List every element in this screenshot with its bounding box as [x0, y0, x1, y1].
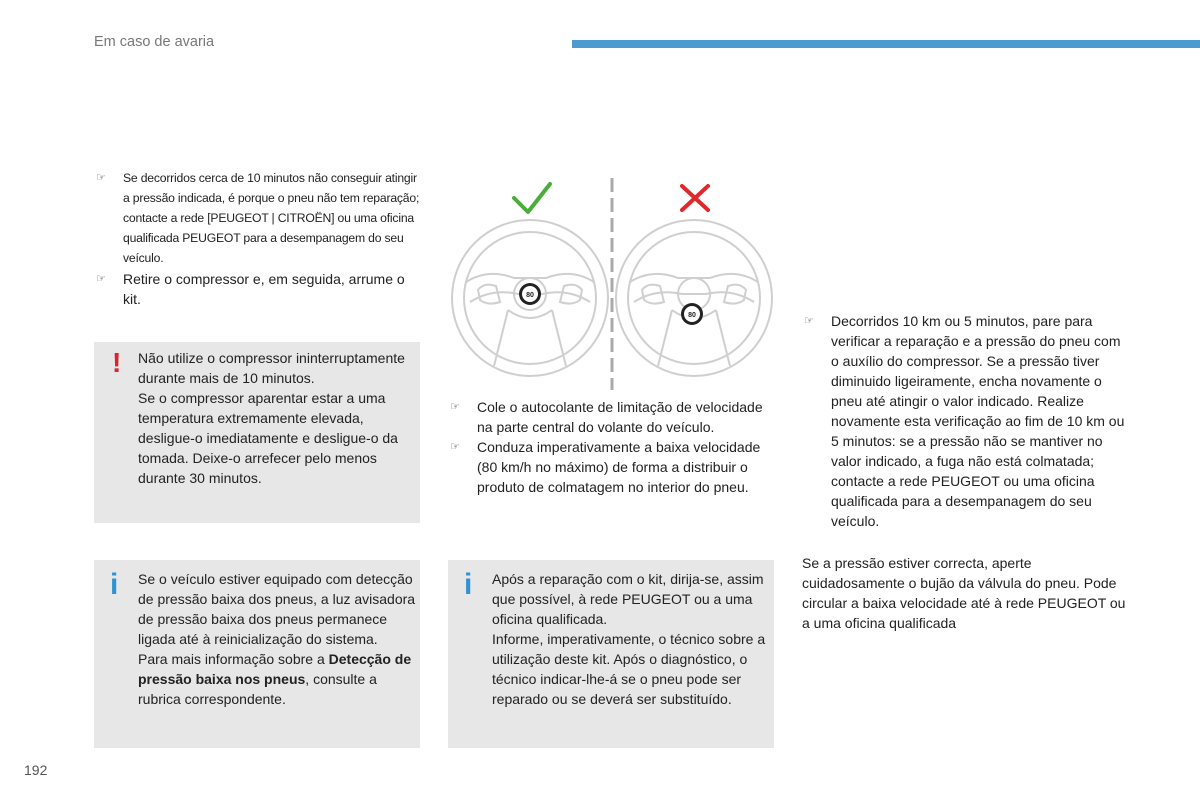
- speed-sticker-label: 80: [526, 292, 534, 299]
- left-bullet-list: [94, 168, 424, 309]
- list-item: [94, 269, 424, 309]
- list-item: [94, 168, 424, 268]
- checkmark-icon: [514, 184, 550, 212]
- right-paragraph: Se a pressão estiver correcta, aperte cuidadosamente o bujão da válvula do pneu. Pode circular a baixa velocidade até à rede PEUGEOT ou a uma oficina qualificada: [802, 555, 1126, 631]
- info-text: Após a reparação com o kit, dirija-se, assim que possível, à rede PEUGEOT ou a uma oficina qualificada. Informe, imperativamente, o técnico sobre a utilização deste kit. Após o diagnóstico, o técnico indicar-lhe-á se o pneu pode ser reparado ou se deverá ser substituído.: [492, 571, 766, 707]
- list-item: [448, 437, 778, 497]
- info-text-bold: Detecção de pressão baixa nos pneus: [138, 651, 412, 687]
- warning-exclamation-icon: !: [112, 347, 122, 378]
- bullet-text: Se decorridos cerca de 10 minutos não conseguir atingir a pressão indicada, é porque o pneu não tem reparação; contacte a rede [PEUGEOT | CITROËN] ou uma oficina qualificada PEUGEOT para a desempanagem do seu veículo.: [123, 171, 420, 265]
- info-box-after-repair: [448, 560, 774, 748]
- right-bullet-list: [802, 311, 1132, 531]
- pointing-hand-icon: ☞: [96, 172, 106, 184]
- page-number: 192: [24, 762, 48, 778]
- pointing-hand-icon: ☞: [804, 315, 814, 327]
- info-icon: i: [110, 568, 119, 601]
- list-item: [802, 311, 1132, 531]
- bullet-text: Cole o autocolante de limitação de velocidade na parte central do volante do veículo.: [477, 399, 763, 435]
- middle-bullet-list: [448, 397, 778, 497]
- pointing-hand-icon: ☞: [450, 401, 460, 413]
- info-text-part: Se o veículo estiver equipado com detecção de pressão baixa dos pneus, a luz avisadora de pressão baixa dos pneus permanece ligada até à reinicialização do sistema. Para mais informação sobre a: [138, 571, 416, 667]
- pointing-hand-icon: ☞: [96, 273, 106, 285]
- header-accent-bar: [572, 40, 1200, 48]
- list-item: [448, 397, 778, 437]
- warning-box: [94, 342, 420, 523]
- bullet-text: Conduza imperativamente a baixa velocidade (80 km/h no máximo) de forma a distribuir o produto de colmatagem no interior do pneu.: [477, 439, 761, 495]
- info-text: [138, 569, 420, 709]
- info-box-low-pressure: [94, 560, 420, 748]
- steering-wheel-incorrect: [616, 220, 772, 376]
- section-title: Em caso de avaria: [94, 34, 215, 50]
- pointing-hand-icon: ☞: [450, 441, 460, 453]
- speed-sticker-label: 80: [688, 312, 696, 319]
- warning-text: Não utilize o compressor ininterruptamente durante mais de 10 minutos. Se o compressor aparentar estar a uma temperatura extremamente elevada, desligue-o imediatamente e desligue-o da tomada. Deixe-o arrefecer pelo menos durante 30 minutos.: [138, 350, 405, 486]
- info-icon: i: [464, 568, 473, 601]
- bullet-text: Decorridos 10 km ou 5 minutos, pare para verificar a reparação e a pressão do pneu com o auxílio do compressor. Se a pressão tiver diminuido ligeiramente, encha novamente o pneu até atingir o valor indicado. Realize novamente esta verificação ao fim de 10 km ou 5 minutos: se a pressão não se mantiver no valor indicado, a fuga não está colmatada; contacte a rede PEUGEOT ou uma oficina qualificada para a desempanagem do seu veículo.: [831, 313, 1125, 529]
- bullet-text: Retire o compressor e, em seguida, arrume o kit.: [123, 271, 405, 307]
- info-text-part: , consulte a rubrica correspondente.: [138, 671, 377, 707]
- cross-icon: [682, 186, 708, 210]
- steering-wheel-illustration: [448, 170, 778, 392]
